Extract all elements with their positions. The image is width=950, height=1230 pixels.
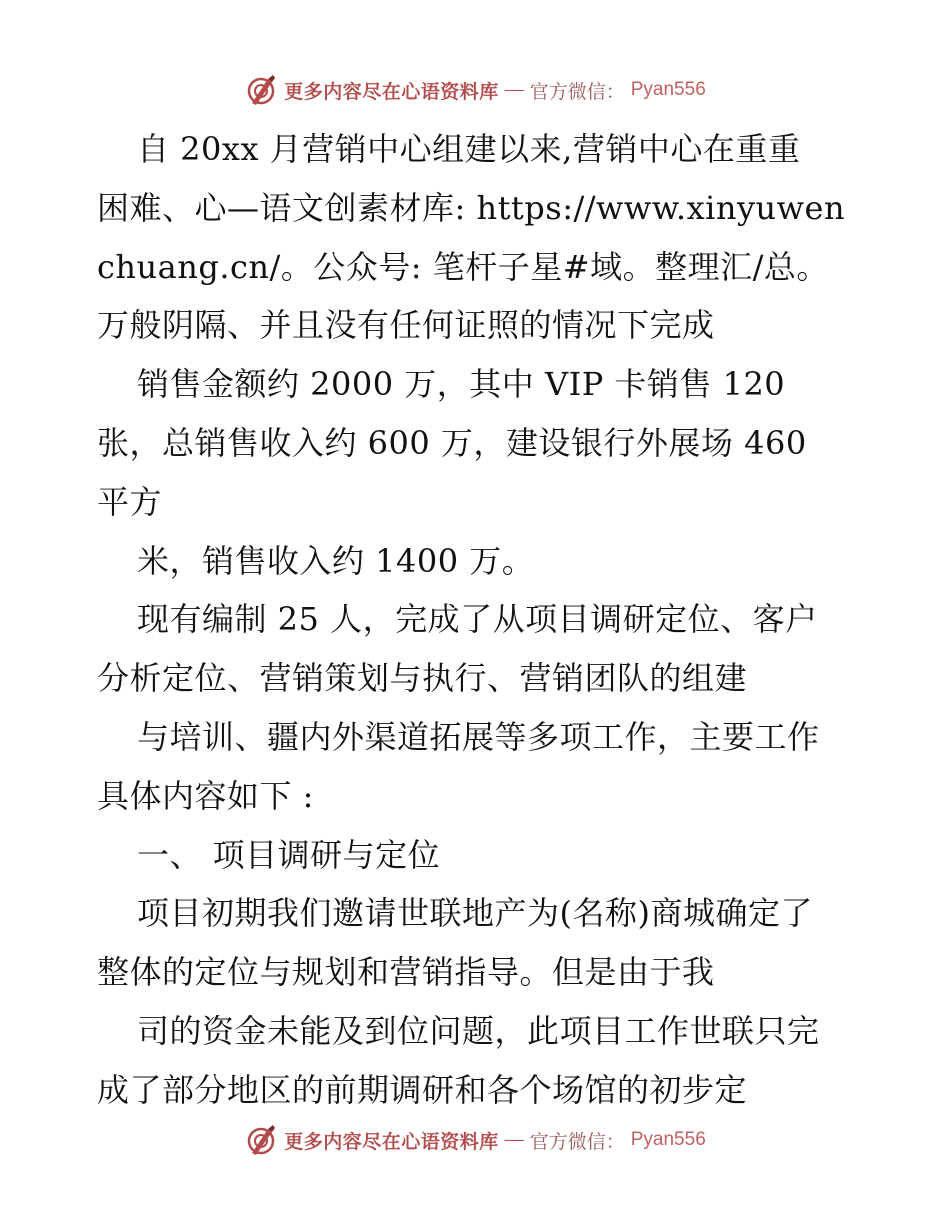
text-line: 平方 xyxy=(97,482,163,521)
watermark-label: 官方微信： xyxy=(529,81,625,103)
watermark-title: 更多内容尽在心语资料库 xyxy=(284,81,499,103)
header-watermark-banner xyxy=(0,70,950,110)
watermark-content xyxy=(244,1123,706,1157)
text-line: 自 20xx 月营销中心组建以来,营销中心在重重 xyxy=(137,130,801,168)
watermark-wechat-id: Pyan556 xyxy=(630,1129,706,1150)
watermark-separator: — xyxy=(504,79,524,100)
watermark-title: 更多内容尽在心语资料库 xyxy=(284,1131,499,1153)
text-line: chuang.cn/。公众号: 笔杆子星#域。整理汇/总。 xyxy=(97,247,829,286)
text-line: 销售金额约 2000 万，其中 VIP 卡销售 120 xyxy=(137,365,786,404)
text-line: 成了部分地区的前期调研和各个场馆的初步定 xyxy=(97,1070,748,1109)
document-body xyxy=(97,120,857,1120)
section-heading: 一、 项目调研与定位 xyxy=(137,835,441,874)
watermark-label: 官方微信： xyxy=(529,1131,625,1153)
pen-logo-icon xyxy=(244,73,278,107)
text-line: 困难、心—语文创素材库: https://www.xinyuwen xyxy=(97,188,846,227)
text-line: 分析定位、营销策划与执行、营销团队的组建 xyxy=(97,659,748,698)
text-line: 万般阴隔、并且没有任何证照的情况下完成 xyxy=(97,306,715,345)
watermark-content xyxy=(244,73,706,107)
text-line: 现有编制 25 人，完成了从项目调研定位、客户 xyxy=(137,600,818,639)
text-line: 整体的定位与规划和营销指导。但是由于我 xyxy=(97,953,715,992)
text-line: 司的资金未能及到位问题，此项目工作世联只完 xyxy=(137,1011,820,1050)
pen-logo-icon xyxy=(244,1123,278,1157)
footer-watermark-banner xyxy=(0,1120,950,1160)
text-line: 具体内容如下 : xyxy=(97,776,314,815)
text-line: 项目初期我们邀请世联地产为(名称)商城确定了 xyxy=(137,894,813,933)
watermark-wechat-id: Pyan556 xyxy=(630,79,706,100)
text-line: 米，销售收入约 1400 万。 xyxy=(137,541,535,580)
text-line: 张，总销售收入约 600 万，建设银行外展场 460 xyxy=(97,423,807,462)
text-line: 与培训、疆内外渠道拓展等多项工作，主要工作 xyxy=(137,717,820,756)
watermark-separator: — xyxy=(504,1129,524,1150)
